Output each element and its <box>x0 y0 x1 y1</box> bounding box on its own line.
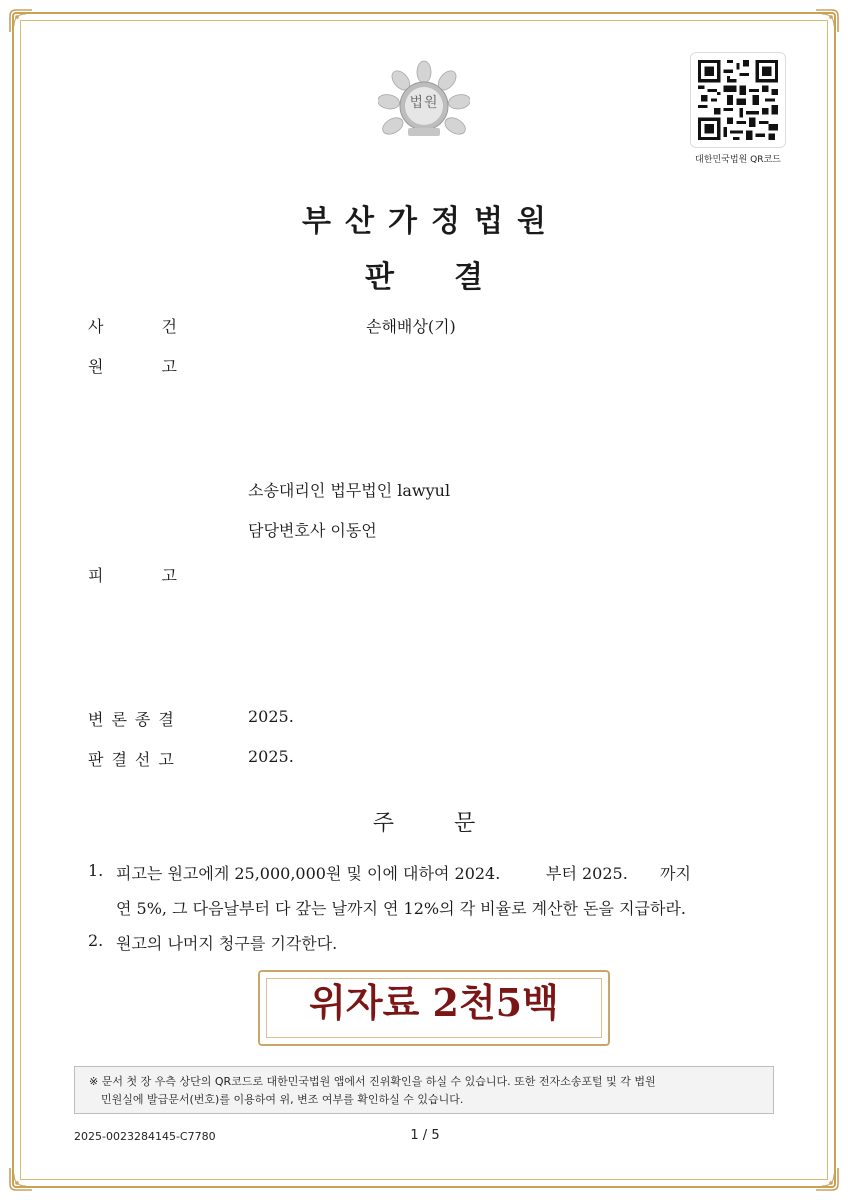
corner-ornament-bottom-left <box>8 1166 34 1192</box>
page-number: 1 / 5 <box>410 1128 440 1143</box>
court-emblem-icon <box>378 58 470 150</box>
order-item1-until: 까지 <box>660 864 691 883</box>
emblem-label: 법원 <box>409 95 439 111</box>
case-value: 손해배상(기) <box>366 317 456 336</box>
order-item2-line: 원고의 나머지 청구를 기각한다. <box>116 934 338 953</box>
verification-notice <box>74 1066 774 1114</box>
case-label: 사건 <box>88 317 235 336</box>
counsel-line: 소송대리인 법무법인 lawyul <box>248 481 451 500</box>
argument-end-value: 2025. <box>248 707 294 726</box>
notice-line-2: 민원실에 발급문서(번호)를 이용하여 위, 변조 여부를 확인하실 수 있습니다. <box>101 1093 464 1106</box>
qr-code-icon[interactable] <box>690 52 786 148</box>
order-item1-from: 부터 2025. <box>546 864 628 883</box>
order-item1-number: 1. <box>88 861 104 880</box>
attorney-line: 담당변호사 이동언 <box>248 521 377 540</box>
order-item1-line1: 피고는 원고에게 25,000,000원 및 이에 대하여 2024. <box>116 864 501 883</box>
corner-ornament-top-left <box>8 8 34 34</box>
judgment-date-label: 판결선고 <box>88 750 182 769</box>
qr-caption: 대한민국법원 QR코드 <box>695 155 781 165</box>
notice-line-1: ※ 문서 첫 장 우측 상단의 QR코드로 대한민국법원 앱에서 진위확인을 하실 수 있습니다. 또한 전자소송포털 및 각 법원 <box>89 1075 656 1088</box>
compensation-stamp <box>258 970 610 1046</box>
document-title: 판결 <box>365 260 543 295</box>
stamp-text: 위자료 2천5백 <box>309 980 559 1025</box>
order-item2-number: 2. <box>88 931 104 950</box>
corner-ornament-bottom-right <box>814 1166 840 1192</box>
argument-end-label: 변론종결 <box>88 710 182 729</box>
document-code: 2025-0023284145-C7780 <box>74 1130 216 1143</box>
judgment-date-value: 2025. <box>248 747 294 766</box>
court-name: 부산가정법원 <box>302 204 560 239</box>
order-item1-line2: 연 5%, 그 다음날부터 다 갚는 날까지 연 12%의 각 비율로 계산한 돈을 지급하라. <box>116 899 687 918</box>
corner-ornament-top-right <box>814 8 840 34</box>
order-heading: 주문 <box>372 811 536 836</box>
plaintiff-label: 원고 <box>88 357 235 376</box>
defendant-label: 피고 <box>88 566 235 585</box>
